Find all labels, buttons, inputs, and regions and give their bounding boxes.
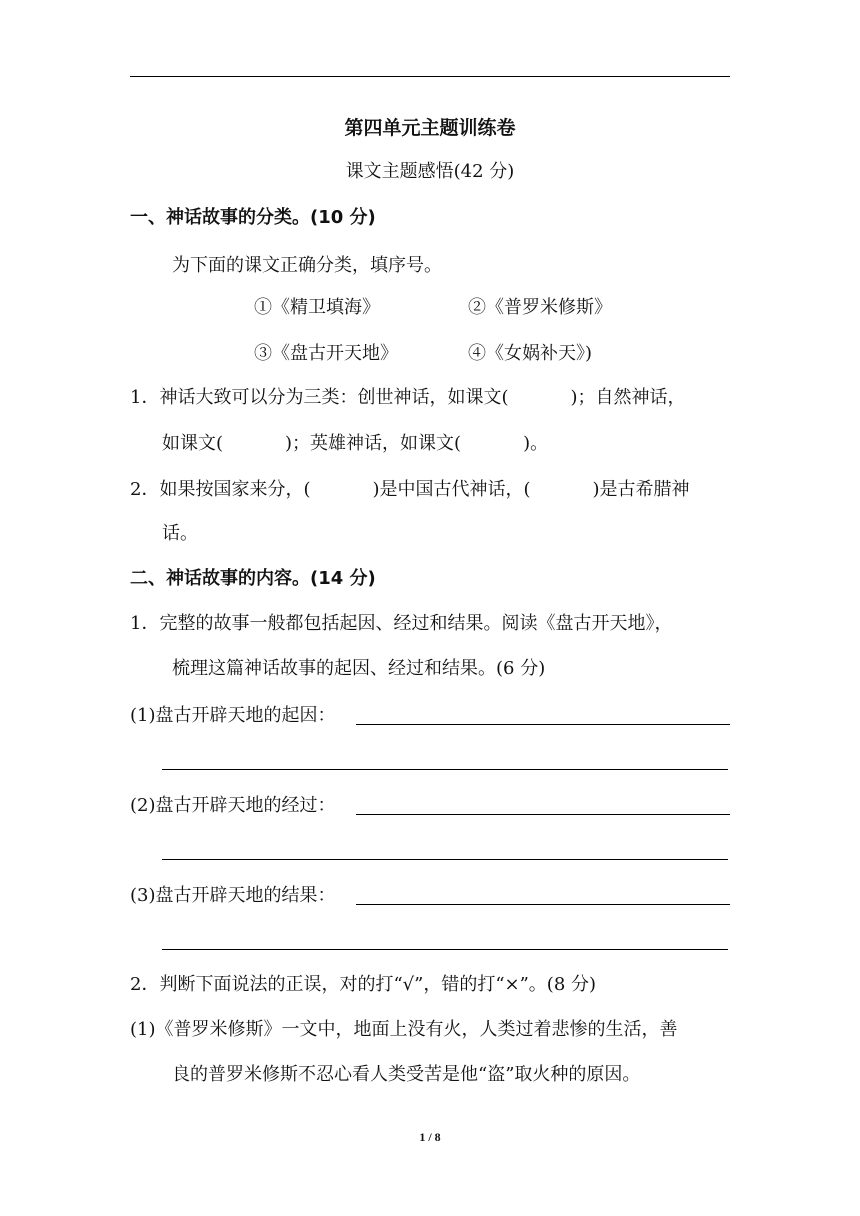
section2-heading: 二、神话故事的内容。(14 分) <box>130 568 376 589</box>
sub-question-result: (3)盘古开辟天地的结果： <box>130 885 336 906</box>
section1-instruction: 为下面的课文正确分类，填序号。 <box>172 255 442 276</box>
s2-q2-num: 2． <box>130 974 160 995</box>
option-1: ①《精卫填海》 <box>254 297 380 318</box>
s2-q2-sub1-line1: (1)《普罗米修斯》一文中，地面上没有火，人类过着悲惨的生活，善 <box>130 1019 678 1040</box>
s1-q2-num: 2． <box>130 479 160 500</box>
s1-q2-line1: 2．如果按国家来分，( )是中国古代神话，( )是古希腊神 <box>130 479 690 500</box>
s1-q2-line2: 话。 <box>162 523 198 544</box>
s2-q2-line1: 2．判断下面说法的正误，对的打“√”，错的打“×”。(8 分) <box>130 974 597 995</box>
s2-q2-sub1-line2: 良的普罗米修斯不忍心看人类受苦是他“盗”取火种的原因。 <box>172 1064 641 1085</box>
answer-line[interactable] <box>162 769 728 770</box>
s1-q1-line2: 如课文( )；英雄神话，如课文( )。 <box>162 433 549 454</box>
page-title: 第四单元主题训练卷 <box>344 117 516 139</box>
sub-question-process: (2)盘古开辟天地的经过： <box>130 795 336 816</box>
page-subtitle: 课文主题感悟(42 分) <box>345 161 515 182</box>
s2-q1-num: 1． <box>130 613 160 634</box>
answer-line[interactable] <box>356 904 730 905</box>
answer-line[interactable] <box>162 859 728 860</box>
answer-line[interactable] <box>356 724 730 725</box>
s1-q1-num: 1． <box>130 387 160 408</box>
s2-q1-line2: 梳理这篇神话故事的起因、经过和结果。(6 分) <box>172 658 546 679</box>
section1-heading: 一、神话故事的分类。(10 分) <box>130 207 376 228</box>
s1-q1-line1: 1．神话大致可以分为三类：创世神话，如课文( )；自然神话， <box>130 387 686 408</box>
option-3: ③《盘古开天地》 <box>254 343 398 364</box>
page-number: 1 / 8 <box>419 1130 441 1144</box>
answer-line[interactable] <box>356 814 730 815</box>
sub-question-cause: (1)盘古开辟天地的起因： <box>130 705 336 726</box>
answer-line[interactable] <box>162 949 728 950</box>
option-2: ②《普罗米修斯》 <box>468 297 612 318</box>
option-4: ④《女娲补天》) <box>468 343 593 364</box>
header-rule <box>130 76 730 77</box>
s2-q1-line1: 1．完整的故事一般都包括起因、经过和结果。阅读《盘古开天地》， <box>130 613 673 634</box>
